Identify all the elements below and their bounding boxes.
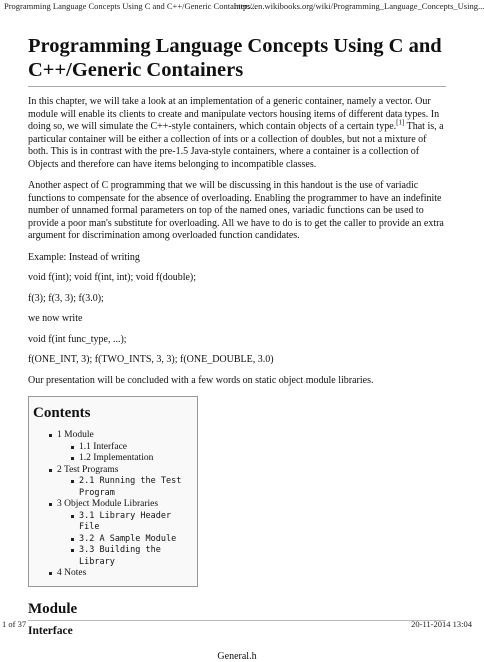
toc-link-running-test[interactable]: 2.1 Running the Test Program — [79, 476, 182, 498]
toc-item-interface — [69, 442, 191, 454]
toc-link-interface[interactable]: 1.1 Interface — [79, 441, 127, 452]
page-title: Programming Language Concepts Using C and C++/Generic Containers — [28, 34, 446, 87]
toc-item-notes — [47, 568, 191, 580]
subsection-heading-interface: Interface — [28, 624, 73, 637]
toc-item-sample-module — [69, 534, 191, 546]
file-caption: General.h — [217, 650, 257, 662]
toc-item-library-header — [69, 511, 191, 534]
section-heading-module: Module — [28, 601, 446, 621]
intro-paragraph-1-text-cont: That is, a particular container will be either a collection of ints or a collection of doubles, but not a mixture of both. This is in contrast with the pre-1.5 Java-style containers, where a container is a collection of Objects and therefore can have items belonging to incompatible classes. — [28, 121, 444, 170]
article-content — [28, 34, 446, 662]
toc-item-implementation — [69, 453, 191, 465]
code-line-1: void f(int); void f(int, int); void f(double); — [28, 272, 197, 283]
print-header-title: Programming Language Concepts Using C and C++/Generic Containers... — [4, 1, 257, 11]
print-header-url: http://en.wikibooks.org/wiki/Programming_Language_Concepts_Using... — [234, 1, 484, 11]
we-now-write: we now write — [28, 313, 83, 324]
toc-link-building-library[interactable]: 3.3 Building the Library — [79, 545, 161, 567]
print-timestamp: 20-11-2014 13:04 — [411, 619, 472, 629]
toc-item-running-test — [69, 476, 191, 499]
toc-title: Contents — [33, 405, 91, 421]
intro-paragraph-3: Our presentation will be concluded with a few words on static object module libraries. — [28, 374, 374, 386]
toc-link-implementation[interactable]: 1.2 Implementation — [79, 453, 154, 463]
code-line-3: void f(int func_type, ...); — [28, 333, 127, 345]
toc-item-building-library — [69, 545, 191, 568]
toc-link-notes[interactable]: 4 Notes — [57, 568, 87, 578]
intro-paragraph-1-text: In this chapter, we will take a look at an implementation of a generic container, namely a vector. Our module will enable its clients to create and manipulate vectors housing items of different data types. In doing so, we will simulate the C++-style containers, which contain objects of a certain type. — [28, 96, 440, 132]
intro-paragraph-2: Another aspect of C programming that we will be discussing in this handout is the use of variadic functions to compensate for the absence of overloading. Enabling the programmer to have an indefinite number of unnamed formal parameters on top of the named ones, variadic functions can be used to provide a poor man's substitute for overloading. All we have to do is to get the caller to provide an extra argument for discrimination among overloaded function candidates. — [28, 180, 444, 241]
table-of-contents — [28, 396, 198, 587]
toc-item-object-module-libraries — [47, 499, 191, 568]
print-footer — [2, 619, 472, 629]
toc-item-module — [47, 430, 191, 465]
print-header — [4, 1, 484, 11]
intro-paragraph-1 — [28, 96, 446, 171]
toc-item-test-programs — [47, 465, 191, 500]
code-line-4: f(ONE_INT, 3); f(TWO_INTS, 3, 3); f(ONE_DOUBLE, 3.0) — [28, 354, 274, 365]
toc-link-module[interactable]: 1 Module — [57, 430, 94, 440]
footnote-ref-1[interactable]: [1] — [396, 118, 405, 127]
toc-list — [33, 430, 191, 580]
toc-link-test-programs[interactable]: 2 Test Programs — [57, 464, 119, 475]
toc-link-library-header[interactable]: 3.1 Library Header File — [79, 510, 172, 532]
code-line-2: f(3); f(3, 3); f(3.0); — [28, 292, 104, 304]
toc-link-object-module-libraries[interactable]: 3 Object Module Libraries — [57, 499, 159, 509]
toc-link-sample-module[interactable]: 3.2 A Sample Module — [79, 533, 177, 544]
example-label: Example: Instead of writing — [28, 251, 140, 263]
page-number: 1 of 37 — [2, 619, 27, 629]
